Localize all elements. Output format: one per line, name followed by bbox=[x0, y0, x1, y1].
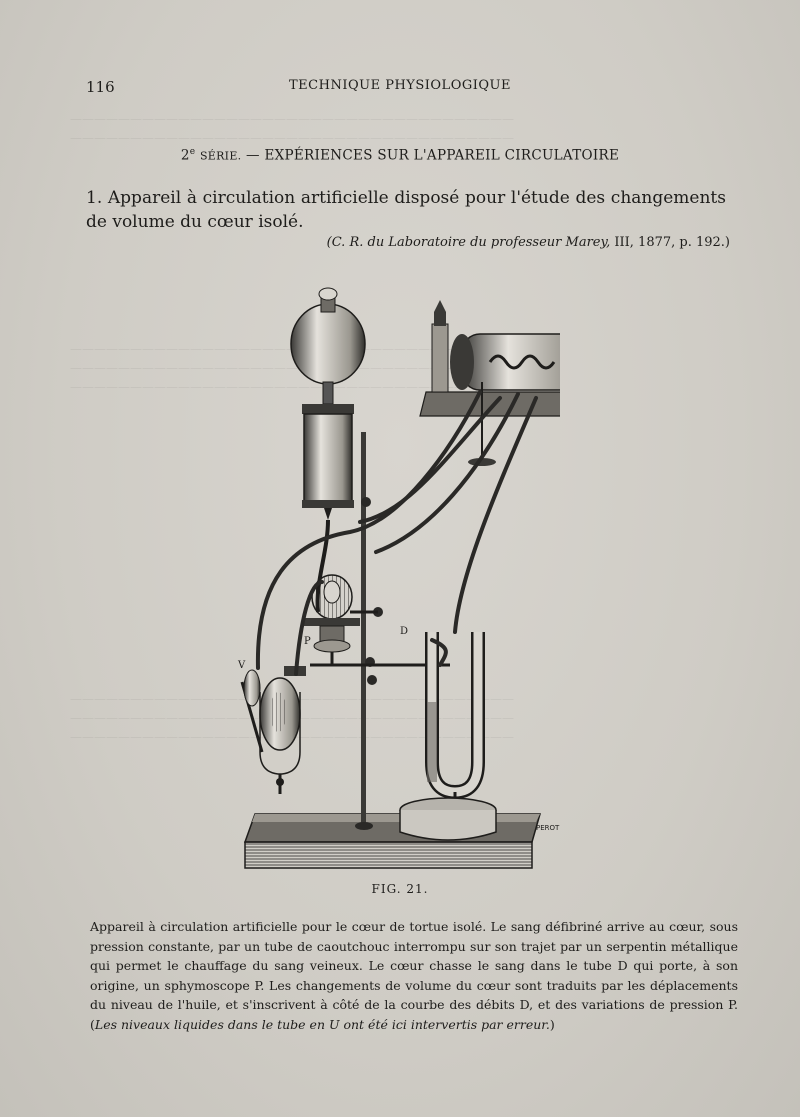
venous-reservoir bbox=[242, 666, 306, 794]
show-through-text: ————————————————————————————————————— ————————————————————————————————————— bbox=[70, 112, 514, 145]
running-title: TECHNIQUE PHYSIOLOGIQUE bbox=[289, 78, 511, 93]
source-citation bbox=[300, 235, 730, 250]
engraver-signature: PEROT bbox=[536, 824, 560, 832]
series-number-suffix: e bbox=[189, 147, 196, 157]
caption-main: Appareil à circulation artificielle pour le cœur de tortue isolé. Le sang défibriné arrive au cœur, sous pression constante, par un tube de caoutchouc interrompu sur son trajet par un serpentin métallique qui permet le chauffage du sang veineux. Le cœur chasse le sang dans le tube D qui porte, à son origine, un sphymoscope P. Les changements de volume du cœur sont traduits par les déplacements du niveau de l'huile, et s'inscrivent à côté de la courbe des débits D, et des variations de pression P. ( bbox=[90, 919, 738, 1032]
rubber-tubes bbox=[258, 392, 536, 674]
u-tube bbox=[400, 632, 496, 840]
pressure-flask bbox=[291, 288, 365, 520]
caption-end: ) bbox=[549, 1016, 555, 1032]
figure-number: FIG. 21. bbox=[371, 882, 429, 896]
label-d: D bbox=[400, 626, 409, 637]
label-p: P bbox=[304, 636, 311, 647]
show-through-text: ————————————————————————————————————— ————————————————————————————————————— bbox=[70, 361, 514, 394]
series-word: SÉRIE. bbox=[199, 149, 242, 163]
series-heading bbox=[0, 147, 800, 164]
series-number: 2 bbox=[180, 147, 190, 164]
page-number: 116 bbox=[86, 78, 115, 96]
source-suffix: III, 1877, p. 192.) bbox=[614, 235, 730, 250]
label-v: V bbox=[238, 660, 246, 671]
running-head bbox=[0, 78, 800, 98]
apparatus-illustration bbox=[200, 282, 560, 872]
source-prefix: (C. R. du Laboratoire du professeur Marey, bbox=[326, 235, 615, 250]
figure-caption bbox=[90, 917, 738, 1034]
experiment-title: 1. Appareil à circulation artificielle disposé pour l'étude des changements de volume du cœur isolé. bbox=[86, 188, 726, 232]
series-title: — EXPÉRIENCES SUR L'APPAREIL CIRCULATOIRE bbox=[241, 147, 620, 164]
caption-italic-note: Les niveaux liquides dans le tube en U ont été ici intervertis par erreur. bbox=[94, 1016, 550, 1032]
